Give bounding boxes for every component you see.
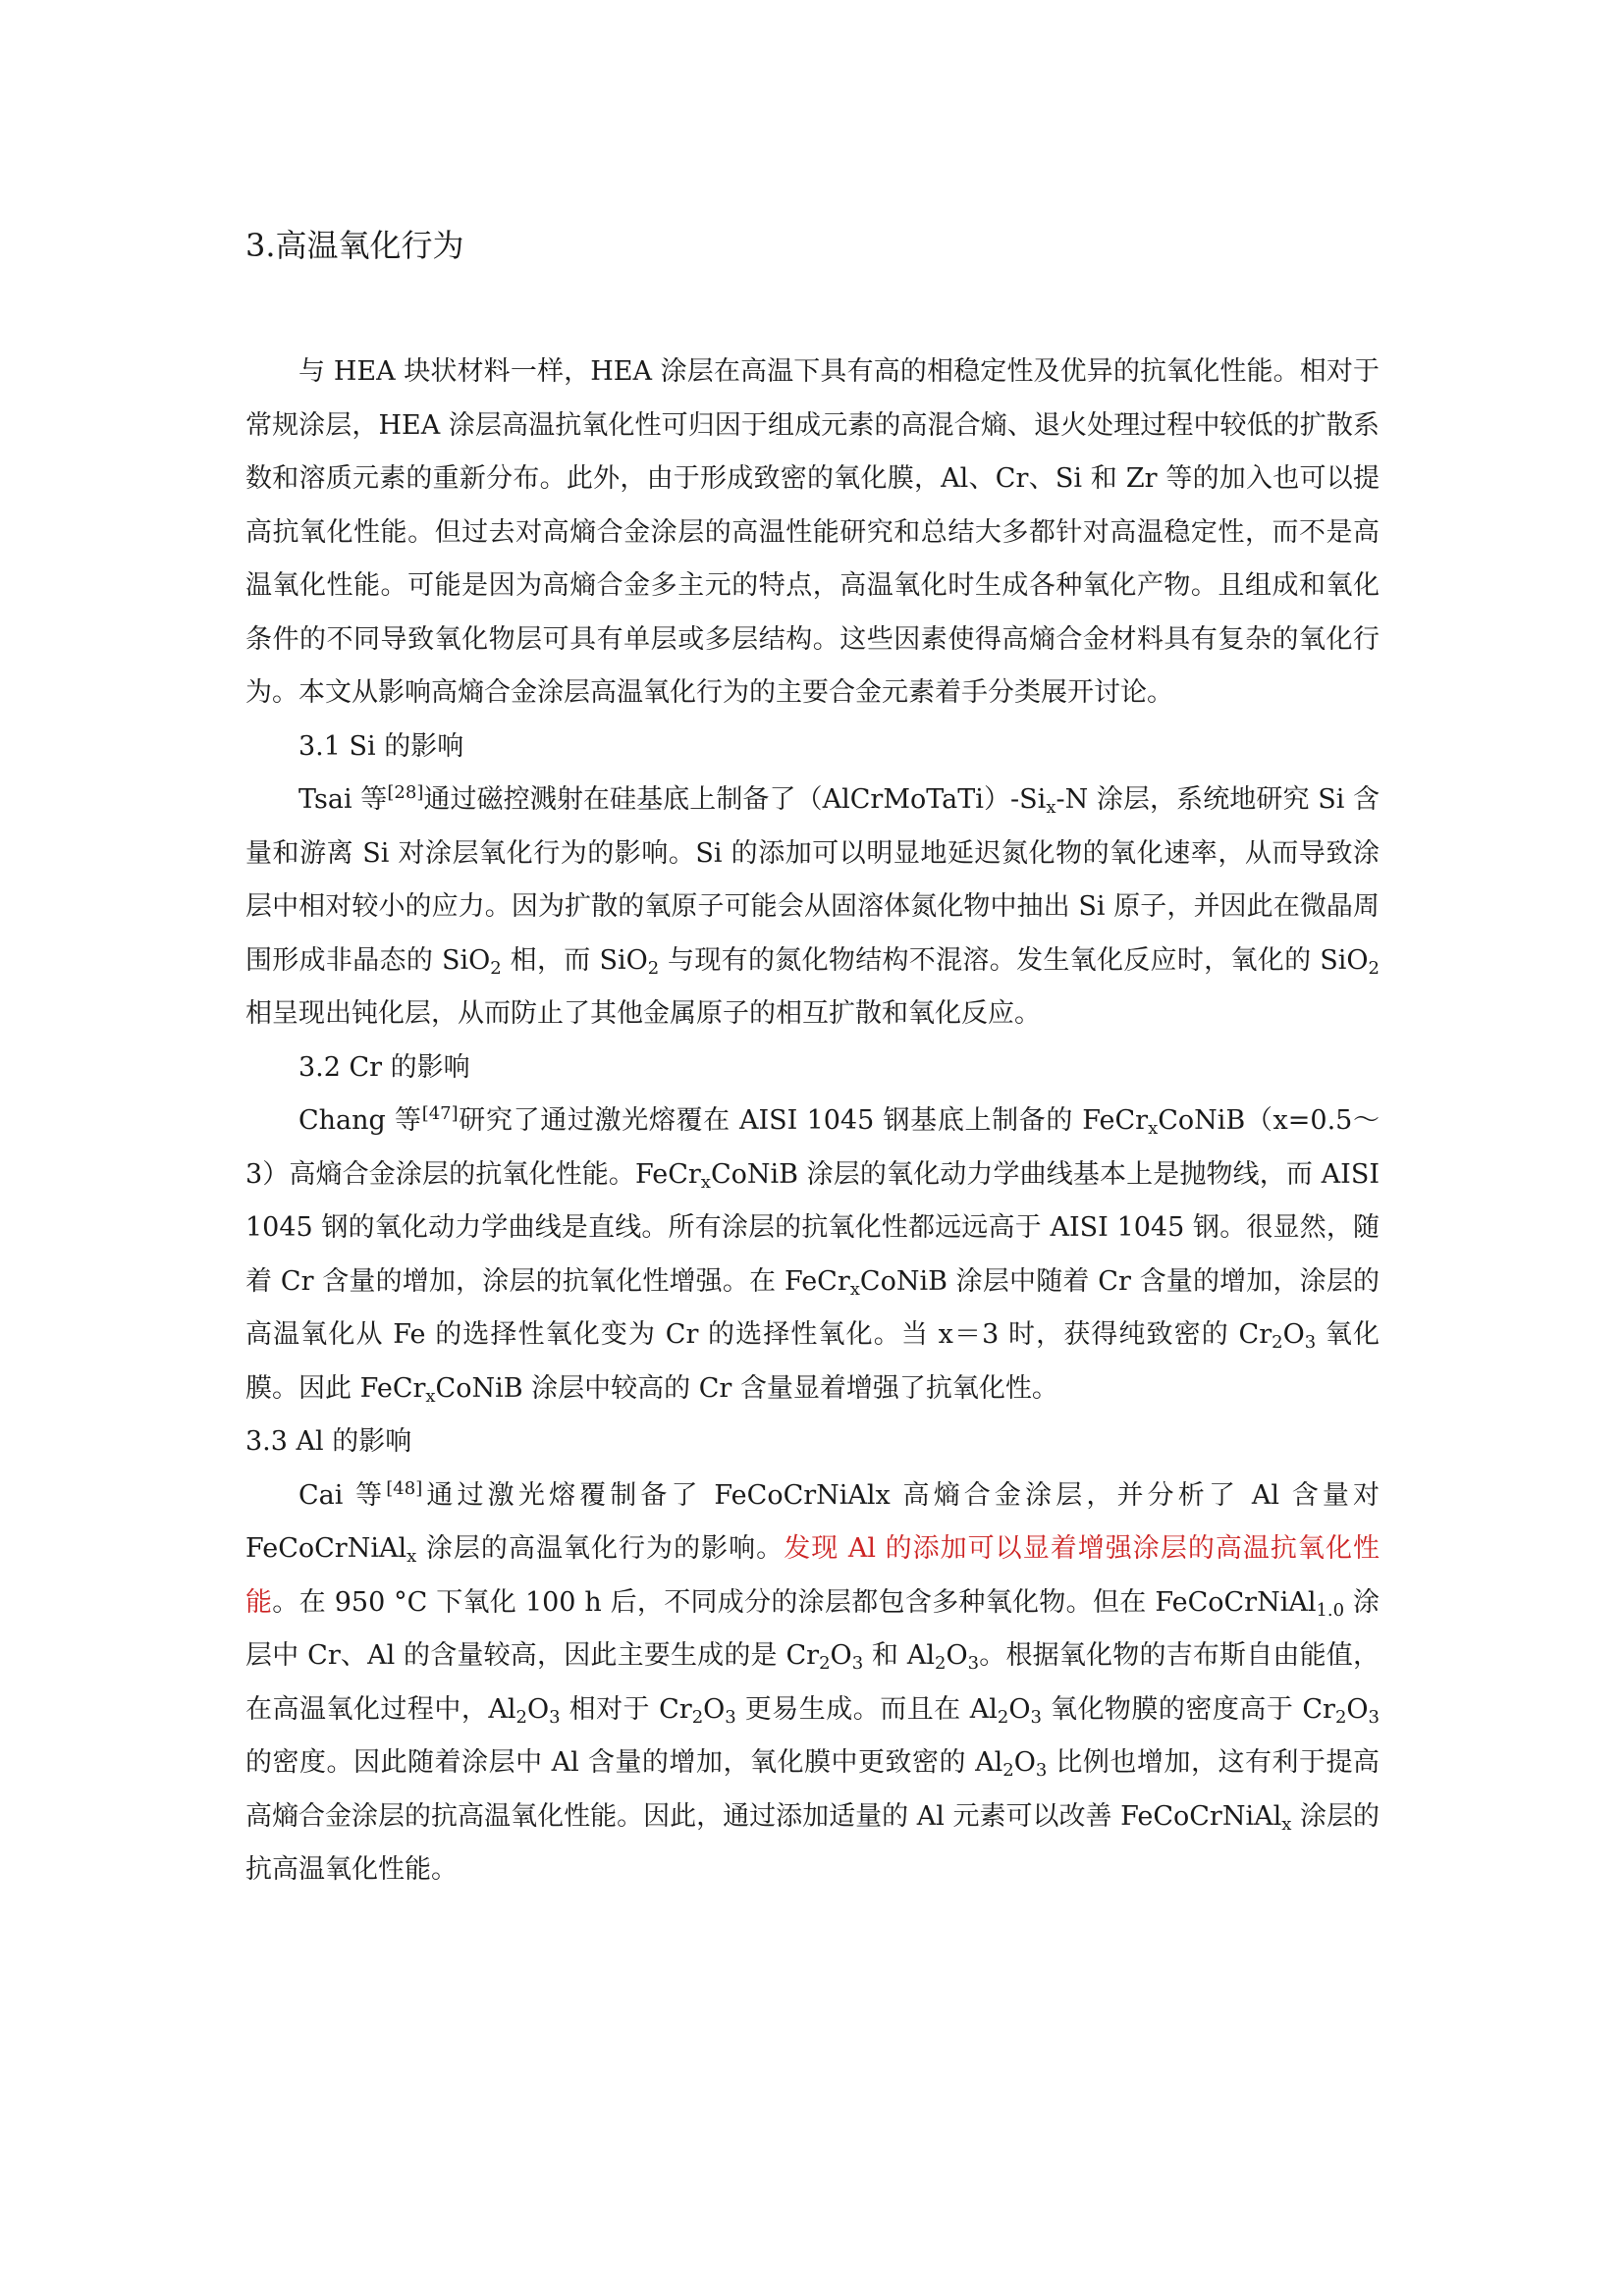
intro-paragraph: 与 HEA 块状材料一样，HEA 涂层在高温下具有高的相稳定性及优异的抗氧化性能。相对于常规涂层，HEA 涂层高温抗氧化性可归因于组成元素的高混合熵、退火处理过程中较低的扩散系数和溶质元素的重新分布。此外，由于形成致密的氧化膜，Al、Cr、Si 和 Zr 等的加入也可以提高抗氧化性能。但过去对高熵合金涂层的高温性能研究和总结大多都针对高温稳定性，而不是高温氧化性能。可能是因为高熵合金多主元的特点，高温氧化时生成各种氧化产物。且组成和氧化条件的不同导致氧化物层可具有单层或多层结构。这些因素使得高熵合金材料具有复杂的氧化行为。本文从影响高熵合金涂层高温氧化行为的主要合金元素着手分类展开讨论。 — [245, 356, 1380, 708]
body-text — [245, 346, 1380, 1897]
subsection-title-3-2: 3.2 Cr 的影响 — [298, 1051, 470, 1083]
citation-47[interactable]: [47] — [421, 1103, 459, 1124]
paragraph-cr: Chang 等[47]研究了通过激光熔覆在 AISI 1045 钢基底上制备的 FeCr$_x$CoNiB（x=0.5～3）高熵合金涂层的抗氧化性能。FeCr$_x$CoNiB 涂层的氧化动力学曲线基本上是抛物线，而 AISI 1045 钢的氧化动力学曲线是直线。所有涂层的抗氧化性都远远高于 AISI 1045 钢。很显然，随着 Cr 含量的增加，涂层的抗氧化性增强。在 FeCr$_x$CoNiB 涂层中随着 Cr 含量的增加，涂层的高温氧化从 Fe 的选择性氧化变为 Cr 的选择性氧化。当 x＝3 时，获得纯致密的 $Cr_2O_3$ 氧化膜。因此 FeCr$_x$CoNiB 涂层中较高的 Cr 含量显着增强了抗氧化性。 — [245, 1103, 1380, 1407]
subsection-title-3-3: 3.3 Al 的影响 — [245, 1426, 412, 1457]
citation-28[interactable]: [28] — [387, 782, 424, 803]
subsection-title-3-1: 3.1 Si 的影响 — [298, 730, 464, 762]
highlighted-sentence: 发现 Al 的添加可以显着增强涂层的高温抗氧化性能 — [245, 1533, 1380, 1618]
section-heading: 3.高温氧化行为 — [245, 227, 464, 264]
paragraph-si: Tsai 等[28]通过磁控溅射在硅基底上制备了$(AlCrMoTaTi)-Si_x-N$ 涂层，系统地研究 Si 含量和游离 Si 对涂层氧化行为的影响。Si 的添加可以明显地延迟氮化物的氧化速率，从而导致涂层中相对较小的应力。因为扩散的氧原子可能会从固溶体氮化物中抽出 Si 原子，并因此在微晶周围形成非晶态的 SiO$_2$ 相，而 SiO$_2$ 与现有的氮化物结构不混溶。发生氧化反应时，氧化的 SiO$_2$ 相呈现出钝化层，从而防止了其他金属原子的相互扩散和氧化反应。 — [245, 782, 1380, 1029]
citation-48[interactable]: [48] — [386, 1477, 423, 1499]
paragraph-al: Cai 等[48]通过激光熔覆制备了 FeCoCrNiAlx 高熵合金涂层，并分析了 Al 含量对 FeCoCrNiAl$_x$ 涂层的高温氧化行为的影响。发现 Al 的添加可以显着增强涂层的高温抗氧化性能。在 950 °C 下氧化 100 h 后，不同成分的涂层都包含多种氧化物。但在 FeCoCrNiAl$_{1.0}$ 涂层中 Cr、Al 的含量较高，因此主要生成的是 $Cr_2O_3$ 和 $Al_2O_3$。根据氧化物的吉布斯自由能值，在高温氧化过程中，$Al_2O_3$ 相对于 $Cr_2O_3$ 更易生成。而且在 $Al_2O_3$ 氧化物膜的密度高于 $Cr_2O_3$ 的密度。因此随着涂层中 Al 含量的增加，氧化膜中更致密的 $Al_2O_3$ 比例也增加，这有利于提高高熵合金涂层的抗高温氧化性能。因此，通过添加适量的 Al 元素可以改善 FeCoCrNiAl$_x$ 涂层的抗高温氧化性能。 — [245, 1477, 1380, 1885]
